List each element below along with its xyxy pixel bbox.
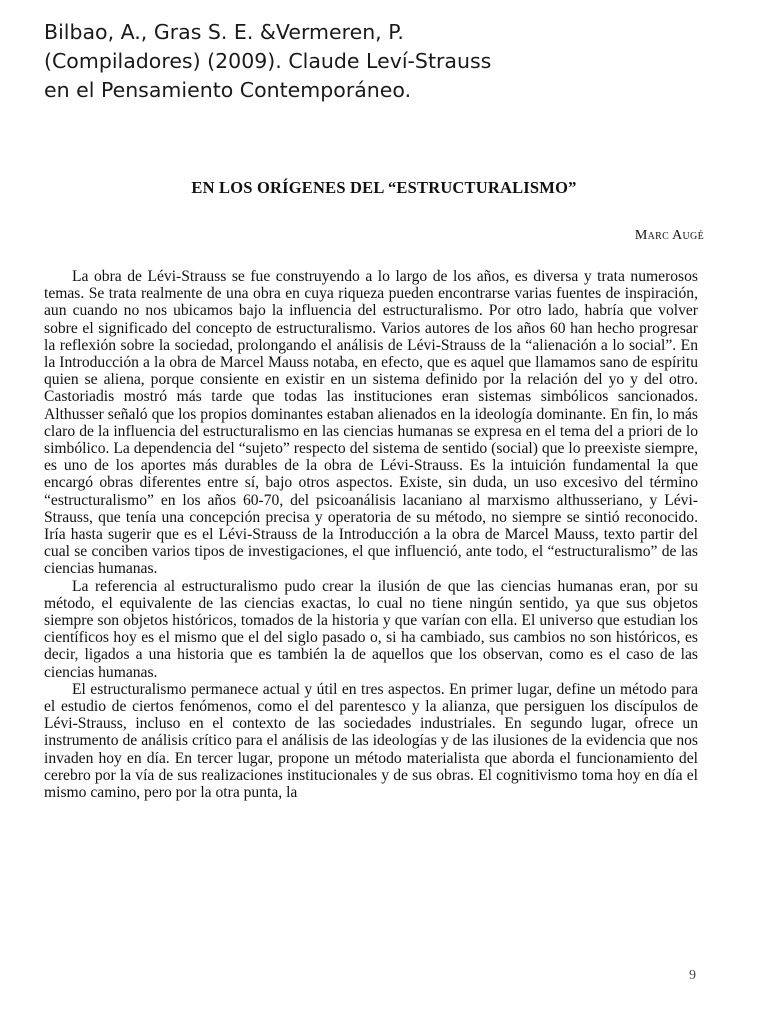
page-number: 9 bbox=[689, 968, 696, 983]
citation-header bbox=[44, 18, 604, 105]
chapter-author: Marc Augé bbox=[634, 228, 704, 243]
citation-line: Bilbao, A., Gras S. E. &Vermeren, P. bbox=[44, 20, 404, 44]
paragraph: El estructuralismo permanece actual y útil en tres aspectos. En primer lugar, define un método para el estudio de ciertos fenómenos, como el del parentesco y la alianza, que persiguen los discípulos de Lévi-Strauss, incluso en el contexto de las sociedades industriales. En segundo lugar, ofrece un instrumento de análisis crítico para el análisis de las ideologías y de las ilusiones de la evidencia que nos invaden hoy en día. En tercer lugar, propone un método materialista que aborda el funcionamiento del cerebro por la vía de sus realizaciones institucionales y de sus obras. El cognitivismo toma hoy en día el mismo camino, pero por la otra punta, la bbox=[44, 680, 698, 802]
citation-line: (Compiladores) (2009). Claude Leví-Strauss bbox=[44, 49, 492, 73]
chapter-title: EN LOS ORÍGENES DEL “ESTRUCTURALISMO” bbox=[191, 178, 577, 197]
body-text bbox=[44, 268, 698, 801]
paragraph: La referencia al estructuralismo pudo crear la ilusión de que las ciencias humanas eran, por su método, el equivalente de las ciencias exactas, lo cual no tiene ningún sentido, ya que sus objetos siempre son objetos históricos, tomados de la historia y que varían con ella. El universo que estudian los científicos hoy es el mismo que el del siglo pasado o, si ha cambiado, sus cambios no son históricos, es decir, ligados a una historia que es también la de aquellos que los observan, como es el caso de las ciencias humanas. bbox=[44, 577, 698, 681]
paragraph: La obra de Lévi-Strauss se fue construyendo a lo largo de los años, es diversa y trata numerosos temas. Se trata realmente de una obra en cuya riqueza pueden encontrarse varias fuentes de inspiración, aun cuando no nos ubicamos bajo la influencia del estructuralismo. Por otro lado, habría que volver sobre el significado del concepto de estructuralismo. Varios autores de los años 60 han hecho progresar la reflexión sobre la sociedad, prolongando el análisis de Lévi-Strauss de la “alienación a lo social”. En la Introducción a la obra de Marcel Mauss notaba, en efecto, que es aquel que llamamos sano de espíritu quien se aliena, porque consiente en existir en un sistema definido por la relación del yo y del otro. Castoriadis mostró más tarde que todas las instituciones eran sistemas simbólicos sancionados. Althusser señaló que los propios dominantes estaban alienados en la ideología dominante. En fin, lo más claro de la influencia del estructuralismo en las ciencias humanas se expresa en el tema del a priori de lo simbólico. La dependencia del “sujeto” respecto del sistema de sentido (social) que lo preexiste siempre, es uno de los aportes más durables de la obra de Lévi-Strauss. Es la intuición fundamental la que encargó obras diferentes entre sí, bajo otros aspectos. Existe, sin duda, un uso excesivo del término “estructuralismo” en los años 60-70, del psicoanálisis lacaniano al marxismo althusseriano, y Lévi-Strauss, que tenía una concepción precisa y operatoria de su método, no siempre se sintió reconocido. Iría hasta sugerir que es el Lévi-Strauss de la Introducción a la obra de Marcel Mauss, texto partir del cual se conciben varios tipos de investigaciones, el que influenció, ante todo, el “estructuralismo” de las ciencias humanas. bbox=[44, 268, 698, 578]
citation-line: en el Pensamiento Contemporáneo. bbox=[44, 78, 412, 102]
